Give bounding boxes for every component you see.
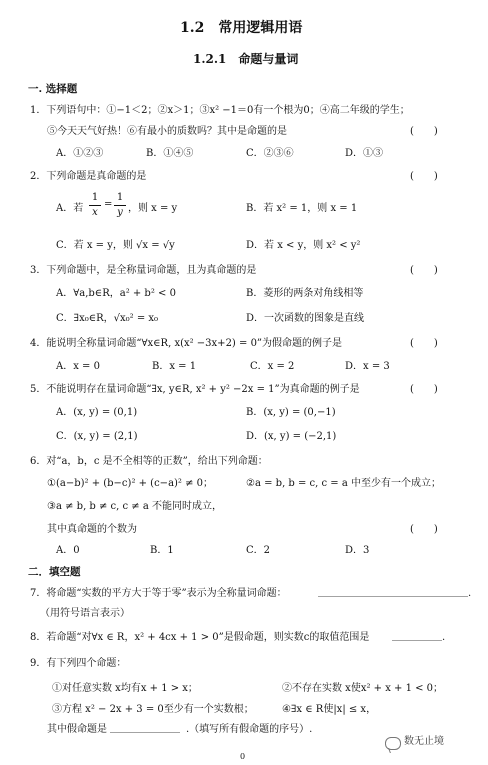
q2-frac1-bar: [89, 205, 101, 206]
section-title-fill: 二．填空题: [28, 566, 81, 578]
q5-option-c: C．(x, y) = (2,1): [56, 431, 138, 442]
q7-line1: 7．将命题“实数的平方大于等于零”表示为全称量词命题：: [30, 588, 287, 599]
q1-option-c: C．②③⑥: [246, 148, 294, 159]
q4-answer-paren: ( ): [410, 338, 438, 349]
q2-option-d: D．若 x < y，则 x² < y²: [246, 240, 361, 251]
q6-option-d: D．3: [345, 545, 370, 556]
q3-stem: 3．下列命题中，是全称量词命题，且为真命题的是: [30, 265, 257, 276]
q2-option-b: B．若 x² = 1，则 x = 1: [246, 203, 358, 214]
q2-frac2-den: y: [117, 207, 123, 218]
q9-tail-prefix: 其中假命题是: [47, 724, 107, 735]
page-title: 1.2 常用逻辑用语: [180, 20, 303, 36]
q1-answer-paren: ( ): [410, 126, 438, 137]
q6-option-c: C．2: [246, 545, 271, 556]
page-subtitle: 1.2.1 命题与量词: [193, 52, 299, 66]
q5-option-d: D．(x, y) = (−2,1): [246, 431, 337, 442]
q4-option-b: B．x = 1: [152, 361, 197, 372]
q9-tail-suffix: .（填写所有假命题的序号）.: [186, 724, 313, 735]
q3-option-b: B．菱形的两条对角线相等: [246, 288, 364, 299]
q7-blank: ＿＿＿＿＿＿＿＿＿＿＿＿＿＿＿.: [318, 588, 472, 599]
q7-line2: （用符号语言表示）: [40, 608, 130, 619]
q2-option-a-tail: ，则 x = y: [128, 203, 178, 214]
q2-stem: 2．下列命题是真命题的是: [30, 171, 147, 182]
q5-stem: 5．不能说明存在量词命题“∃x, y∈R, x² + y² −2x = 1”为真命题的例子是: [30, 384, 360, 395]
q4-stem: 4．能说明全称量词命题“∀x∈R, x(x² −3x+2) = 0”为假命题的例子是: [30, 338, 343, 349]
section-title-choice: 一. 选择题: [28, 83, 78, 95]
q1-option-d: D．①③: [345, 148, 384, 159]
q4-option-c: C．x = 2: [250, 361, 295, 372]
q9-stem: 9．有下列四个命题：: [30, 658, 127, 669]
q1-line1: 1．下列语句中：①−1＜2；②x＞1；③x² −1＝0有一个根为0；④高二年级的学生；: [30, 105, 410, 116]
q5-answer-paren: ( ): [410, 384, 438, 395]
q6-option-a: A．0: [56, 545, 80, 556]
q4-option-a: A．x = 0: [56, 361, 100, 372]
q2-answer-paren: ( ): [410, 171, 438, 182]
q9-blank: ＿＿＿＿＿＿＿: [110, 724, 180, 735]
q6-stem: 6．对“a，b，c 是不全相等的正数”，给出下列命题：: [30, 456, 268, 467]
q1-line2: ⑤今天天气好热！⑥有最小的质数吗？其中是命题的是: [47, 126, 287, 137]
q6-statement-1: ①(a−b)² + (b−c)² + (c−a)² ≠ 0；: [47, 478, 214, 489]
q8-blank: ＿＿＿＿＿.: [392, 632, 446, 643]
q3-option-a: A．∀a,b∈R，a² + b² < 0: [56, 288, 176, 299]
q9-proposition-4: ④∃x ∈ R使|x| ≤ x，: [282, 704, 377, 715]
q9-proposition-2: ②不存在实数 x使x² + x + 1 < 0；: [282, 683, 444, 694]
q2-option-c: C．若 x = y，则 √x = √y: [56, 240, 175, 251]
q4-option-d: D．x = 3: [345, 361, 390, 372]
q5-option-b: B．(x, y) = (0,−1): [246, 407, 336, 418]
q9-proposition-3: ③方程 x² − 2x + 3 = 0至少有一个实数根；: [52, 704, 254, 715]
q6-statement-2: ②a = b, b = c, c = a 中至少有一个成立；: [246, 478, 441, 489]
page-marker: 0: [240, 752, 246, 761]
q2-frac1-den: x: [92, 207, 98, 218]
q1-option-a: A．①②③: [56, 148, 104, 159]
watermark-text: 数无止境: [404, 736, 444, 747]
q2-frac2-num: 1: [116, 192, 124, 203]
q3-answer-paren: ( ): [410, 265, 438, 276]
q2-frac1-num: 1: [91, 192, 99, 203]
q2-frac-eq: =: [104, 199, 113, 210]
q6-statement-4: 其中真命题的个数为: [47, 524, 137, 535]
q5-option-a: A．(x, y) = (0,1): [56, 407, 138, 418]
q1-option-b: B．①④⑤: [146, 148, 194, 159]
q3-option-d: D．一次函数的图象是直线: [246, 313, 365, 324]
q3-option-c: C．∃x₀∈R，√x₀² = x₀: [56, 313, 159, 324]
q2-option-a-prefix: A．若: [56, 203, 84, 214]
q9-proposition-1: ①对任意实数 x均有x + 1 > x；: [52, 683, 198, 694]
q2-frac2-bar: [114, 205, 126, 206]
q8-line: 8．若命题“对∀x ∈ R，x² + 4cx + 1 > 0”是假命题，则实数c的取值范围是: [30, 632, 370, 643]
q6-option-b: B．1: [150, 545, 174, 556]
q6-statement-3: ③a ≠ b, b ≠ c, c ≠ a 不能同时成立，: [47, 501, 222, 512]
wechat-icon: [385, 737, 401, 750]
q6-answer-paren: ( ): [410, 524, 438, 535]
